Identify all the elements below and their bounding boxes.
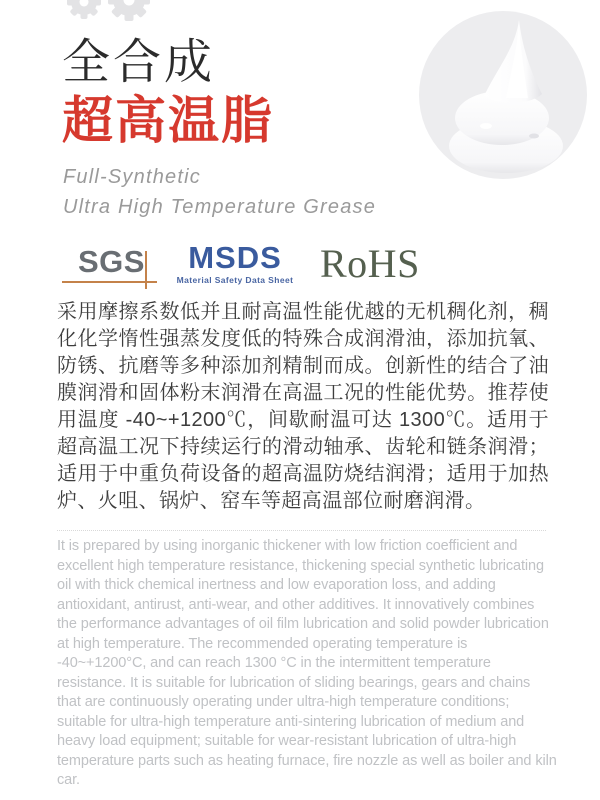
- msds-logo-text: MSDS: [188, 240, 282, 275]
- section-divider: [57, 530, 546, 531]
- grease-dollop-photo: [416, 6, 596, 186]
- sgs-vertical-line: [145, 251, 147, 289]
- msds-logo-caption: Material Safety Data Sheet: [176, 275, 294, 285]
- gears-decoration: [55, 0, 165, 30]
- description-english: It is prepared by using inorganic thickener with low friction coefficient and excellent high temperature resistance, thickening special synthetic lubricating oil with thick chemical inertness and low evaporation loss, and adding antioxidant, antirust, anti-wear, and other additives. It innovatively combines the performance advantages of oil film lubrication and solid powder lubrication at high temperature. The recommended operating temperature is -40~+1200°C, and can reach 1300 °C in the intermittent temperature resistance. It is suitable for lubrication of sliding bearings, gears and chains that are continuously operating under ultra-high temperature conditions; suitable for ultra-high temperature anti-sintering lubrication of medium and heavy load equipment; suitable for wear-resistant lubrication of ultra-high temperature parts such as heating furnace, fire nozzle as well as boiler and kiln car.: [57, 538, 557, 788]
- certification-badges: [62, 242, 420, 292]
- msds-logo: [172, 242, 298, 285]
- description-chinese: 采用摩擦系数低并且耐高温性能优越的无机稠化剂，稠化化学惰性强蒸发度低的特殊合成润滑油，添加抗氧、防锈、抗磨等多种添加剂精制而成。创新性的结合了油膜润滑和固体粉末润滑在高温工况的性能优势。推荐使用温度 -40~+1200℃，间歇耐温可达 1300℃。适用于超高温工况下持续运行的滑动轴承、齿轮和链条润滑；适用于中重负荷设备的超高温防烧结润滑；适用于加热炉、火咀、锅炉、窑车等超高温部位耐磨润滑。: [57, 301, 549, 512]
- gear-icon: [67, 0, 101, 19]
- page-title: [62, 36, 274, 150]
- sgs-underline: [62, 281, 157, 283]
- title-line-black: 全合成: [62, 36, 216, 89]
- subtitle-line-1: Full-Synthetic: [63, 166, 201, 188]
- page-subtitle: [63, 162, 376, 222]
- sgs-logo: [62, 242, 158, 290]
- title-line-red: 超高温脂: [62, 92, 275, 149]
- sgs-logo-text: SGS: [78, 244, 145, 279]
- gear-icon: [108, 0, 150, 21]
- rohs-logo-text: RoHS: [320, 241, 420, 286]
- subtitle-line-2: Ultra High Temperature Grease: [63, 196, 377, 218]
- rohs-logo: [320, 242, 420, 286]
